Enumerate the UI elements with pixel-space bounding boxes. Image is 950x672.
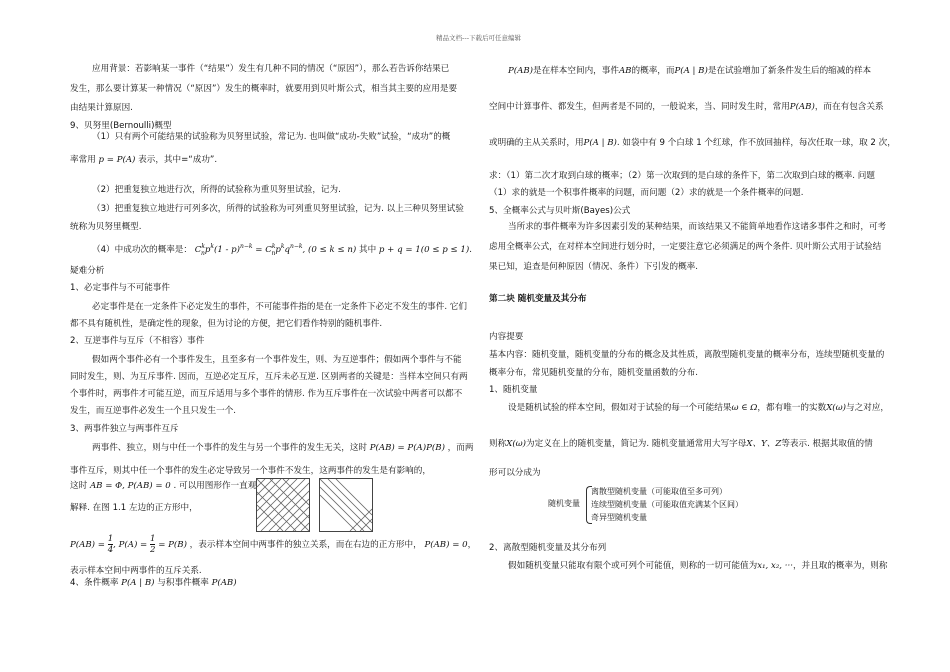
- text-span: 等表示. 根据其取值的情: [781, 439, 873, 449]
- section-heading: 3、两事件独立与两事件互斥: [70, 424, 179, 434]
- text-span: ，而在有包含关系: [814, 102, 884, 112]
- section-heading: 2、离散型随机变量及其分布列: [489, 543, 607, 553]
- hatch-icon: [257, 479, 309, 531]
- paragraph-line: 假如两个事件必有一个事件发生，且至多有一个事件发生，则、为互逆事件；假如两个事件与不能: [92, 355, 462, 365]
- paragraph-line: [489, 102, 884, 113]
- formula: , P(A) =: [113, 540, 148, 550]
- paragraph-line: [70, 481, 256, 492]
- paragraph-line: 应用背景：若影响某一事件（“结果”）发生有几种不同的情况（“原因”），那么若告诉你结果已: [92, 64, 450, 74]
- text-span: 或明确的主从关系时，用: [489, 138, 584, 148]
- text-span: 两事件、独立，则与中任一个事件的发生与另一个事件的发生无关，这时: [92, 443, 368, 453]
- text-span: .: [469, 244, 472, 255]
- section-heading: 疑难分析: [70, 266, 105, 276]
- section-heading: 9、贝努里(Bernoulli)概型: [70, 121, 172, 131]
- paragraph-line: 果已知，追查是何种原因（情况、条件）下引发的概率.: [489, 262, 698, 272]
- formula-bernoulli: $C^k_np^k(1 - p)^{n-k} = C^k_np^kq^{n-k}$, (0 ≤ k ≤ n): [194, 243, 357, 257]
- paragraph-line: 基本内容：随机变量，随机变量的分布的概念及其性质，离散型随机变量的概率分布，连续型随机变量的: [489, 350, 885, 360]
- chapter-heading: 第二块 随机变量及其分布: [489, 294, 587, 304]
- paragraph-line: [70, 155, 217, 166]
- text-span: 设是随机试验的样本空间，假如对于试验的每一个可能结果: [508, 403, 732, 413]
- section-heading: 1、必定事件与不可能事件: [70, 283, 170, 293]
- text-span: 表示，其中=“成功”.: [138, 155, 218, 165]
- text-span: 为定义在上的随机变量，简记为. 随机变量通常用大写字母: [526, 439, 747, 449]
- hatch-icon: [320, 479, 372, 531]
- section-heading: 内容提要: [489, 332, 524, 342]
- formula: ω ∈ Ω: [731, 403, 758, 413]
- text-span: 的概率，而: [631, 66, 675, 76]
- formula: P(AB) = P(A)P(B): [369, 443, 445, 453]
- text-span: 是在样本空间内，事件: [533, 66, 619, 76]
- formula-part: = C: [255, 244, 272, 255]
- formula: P(AB): [211, 578, 237, 588]
- formula: p + q = 1(0 ≤ p ≤ 1): [378, 244, 470, 255]
- paragraph-line: 由结果计算原因.: [70, 103, 133, 113]
- formula-part: p: [204, 244, 211, 255]
- paragraph-line: （3）把重复独立地进行可列多次，所得的试验称为可列重贝努里试验，记为. 以上三种贝努里试验: [92, 204, 464, 214]
- paragraph-line: （1）只有两个可能结果的试验称为贝努里试验，常记为. 也叫做“成功-失败”试验，“成功”的概: [92, 132, 451, 142]
- text-span: . 可以用图形作一直观: [173, 481, 257, 491]
- paragraph-line: [489, 439, 873, 450]
- text-span: ，表示样本空间中两事件的独立关系，而在右边的正方形中，: [189, 540, 422, 550]
- formula: AB = Φ, P(AB) = 0: [89, 481, 171, 491]
- paragraph-line: [92, 443, 473, 454]
- figure-exclusive-square: [319, 478, 373, 532]
- brace-label: 随机变量: [548, 499, 580, 508]
- paragraph-line: 虑用全概率公式，在对样本空间进行划分时，一定要注意它必须满足的两个条件. 贝叶斯公式用于试验结: [489, 242, 882, 252]
- formula-part: q: [284, 244, 290, 255]
- numerator: 1: [107, 534, 114, 544]
- fraction: [150, 534, 155, 555]
- text-span: ，都有唯一的实数: [757, 403, 827, 413]
- paragraph-line: （1）求的就是一个积事件概率的问题，而问题（2）求的就是一个条件概率的问题.: [489, 188, 804, 198]
- text-span: ，并且取的概率为，则称: [792, 561, 888, 571]
- formula: P(AB): [789, 102, 815, 112]
- paragraph-line: 个事件时，两事件才可能互逆，而互斥适用与多个事件的情形. 作为互斥事件在一次试验中两者可以都不: [70, 389, 463, 399]
- paragraph-line: [489, 138, 896, 149]
- brace-item: 离散型随机变量（可能取值至多可列）: [591, 487, 727, 496]
- paragraph-line: [508, 561, 888, 572]
- denominator: 2: [149, 545, 156, 555]
- paragraph-line: 同时发生，则、为互斥事件. 因而，互逆必定互斥，互斥未必互逆. 区别两者的关键是：当样本空间只有两: [70, 372, 468, 382]
- text-span: ，: [467, 540, 477, 550]
- formula: P(A | B): [583, 138, 617, 148]
- numerator: 1: [149, 534, 156, 544]
- formula: x₁, x₂, ···: [757, 561, 793, 571]
- section-heading: 2、互逆事件与互斥（不相容）事件: [70, 336, 205, 346]
- formula: AB: [618, 66, 632, 76]
- text-span: 其中: [358, 244, 377, 255]
- paragraph-line: （2）把重复独立地进行次，所得的试验称为重贝努里试验，记为.: [92, 185, 341, 195]
- text-span: （4）中成功次的概率是：: [92, 244, 192, 255]
- formula: P(AB) = 0: [424, 540, 468, 550]
- paragraph-line: 发生，而互逆事件必发生一个且只发生一个.: [70, 406, 237, 416]
- text-span: 与积事件概率: [157, 578, 209, 588]
- formula: p = P(A): [98, 155, 136, 165]
- section-heading: 5、全概率公式与贝叶斯(Bayes)公式: [489, 206, 631, 216]
- formula: P(A | B): [674, 66, 708, 76]
- paragraph-line: 都不具有随机性，是确定性的现象，但为讨论的方便，把它们看作特别的随机事件.: [70, 319, 383, 329]
- paragraph-line: [92, 241, 472, 259]
- paragraph-line: 当所求的事件概率为许多因素引发的某种结果，而该结果又不能简单地看作这诸多事件之和时，可考: [508, 222, 887, 232]
- formula: P(AB) =: [70, 540, 105, 550]
- formula-line: [70, 534, 476, 556]
- formula: P(AB): [508, 66, 534, 76]
- text-span: 空间中计算事件、都发生，但两者是不同的，一般说来，当、同时发生时，常用: [489, 102, 790, 112]
- text-span: 4、条件概率: [70, 578, 119, 588]
- paragraph-line: [508, 66, 871, 77]
- paragraph-line: 概率分布，常见随机变量的分布，随机变量函数的分布.: [489, 368, 698, 378]
- formula-part: C: [194, 244, 202, 255]
- text-span: . 如袋中有 9 个白球 1 个红球，作不放回抽样，每次任取一球，取 2 次，: [616, 138, 896, 148]
- brace-item: 连续型随机变量（可能取值充满某个区间）: [591, 500, 743, 509]
- figure-independence-square: [256, 478, 310, 532]
- formula: = P(B): [158, 540, 187, 550]
- formula-part: (1 - p): [213, 244, 241, 255]
- paragraph-line: 求：（1）第二次才取到白球的概率；（2）第一次取到的是白球的条件下，第二次取到白球的概率. 问题: [489, 171, 875, 181]
- text-span: ，而两: [447, 443, 474, 453]
- text-span: 则称: [489, 439, 507, 449]
- page-header: 精品文档---下载后可任意编辑: [436, 34, 522, 42]
- paragraph-line: 表示样本空间中两事件的互斥关系.: [70, 566, 202, 576]
- section-heading: [70, 578, 237, 589]
- paragraph-line: 统称为贝努里概型.: [70, 222, 142, 232]
- text-span: 率常用: [70, 155, 96, 165]
- paragraph-line: 解释. 在图 1.1 左边的正方形中，: [70, 503, 198, 513]
- formula: X(ω): [826, 403, 847, 413]
- paragraph-line: 必定事件是在一定条件下必定发生的事件，不可能事件指的是在一定条件下必定不发生的事件. 它们: [92, 302, 467, 312]
- section-heading: 1、随机变量: [489, 385, 538, 395]
- formula: X、Y、Z: [746, 439, 782, 449]
- text-span: 假如随机变量只能取有限个或可列个可能值，则称的一切可能值为: [508, 561, 758, 571]
- formula-part: p: [275, 244, 281, 255]
- paragraph-line: 事件互斥，则其中任一个事件的发生必定导致另一个事件不发生，这两事件的发生是有影响的，: [70, 466, 431, 476]
- text-span: 这时: [70, 481, 88, 491]
- text-span: 与之对应，: [846, 403, 890, 413]
- formula: P(A | B): [121, 578, 155, 588]
- formula: X(ω): [506, 439, 527, 449]
- text-span: 是在试验增加了新条件发生后的缩减的样本: [707, 66, 872, 76]
- paragraph-line: 发生，那么要计算某一种情况（“原因”）发生的概率时，就要用到贝叶斯公式，相当其主要的应用是要: [70, 84, 458, 94]
- brace-item: 奇异型随机变量: [591, 513, 647, 522]
- paragraph-line: 形可以分成为: [489, 468, 541, 478]
- paragraph-line: [508, 403, 889, 414]
- denominator: 4: [107, 545, 114, 555]
- formula-part: , (0 ≤ k ≤ n): [302, 244, 357, 255]
